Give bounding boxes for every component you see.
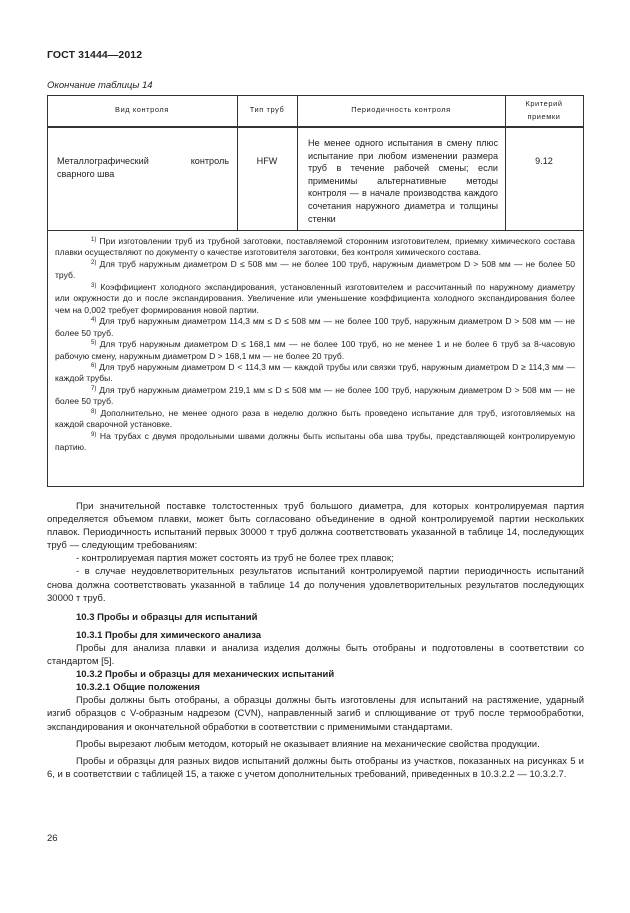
document-header: ГОСТ 31444—2012	[47, 49, 143, 61]
footnote: $^{4)}$ Для труб наружным диаметром 114,3 мм ≤ D ≤ 508 мм — не более 100 труб, наружным диаметром D > 508 мм — не более 50 труб.	[55, 316, 575, 338]
cell-kind: Металлографический контроль сварного шва	[57, 156, 229, 179]
footnote: $^{7)}$ Для труб наружным диаметром 219,1 мм ≤ D ≤ 508 мм — не более 100 труб, наружным диаметром D > 508 мм — не более 50 труб.	[55, 384, 576, 407]
cell-periodicity: Не менее одного испытания в смену плюс испытание при любом изменении размера труб в течение рабочей смены; если применимы альтернативные методы контроля — в начале производства каждого сочетания наружного диаметра и толщины стенки	[308, 138, 498, 224]
paragraph: Пробы вырезают любым методом, который не оказывает влияние на механические свойства продукции.	[76, 738, 540, 750]
column-header-kind: Вид контроля	[115, 105, 169, 114]
section-heading: 10.3 Пробы и образцы для испытаний	[76, 611, 258, 623]
table-top-border	[47, 95, 584, 96]
footnote: $^{9)}$ На трубах с двумя продольными швами должны быть испытаны оба шва трубы, представляющей контролируемую партию.	[55, 430, 575, 453]
paragraph: Пробы и образцы для разных видов испытаний должны быть отобраны из участков, показанных на рисунках 5 и 6, и в соответствии с таблицей 15, а также с учетом дополнительных требований, приведенных в 10.3.2.2 — 10.3.2.7.	[47, 755, 584, 780]
paragraph: При значительной поставке толстостенных труб большого диаметра, для которых контролируемая партия определяется объемом плавки, может быть согласовано объединение в одной контролируемой партии нескольких плавок. Периодичность испытаний первых 30000 т труб должна соответствовать указанной в таблице 14, последующих труб — следующим требованиям:	[47, 501, 584, 552]
paragraph: Пробы должны быть отобраны, а образцы должны быть изготовлены для испытаний на растяжение, ударный изгиб образцов с V-образным надрезом (CVN), направленный загиб и сплющивание от труб после термообработки, экспандирования и окончательной обработки в соответствии с применимыми стандартами.	[47, 695, 584, 733]
footnote: $^{5)}$ Для труб наружным диаметром D ≤ 168,1 мм — не более 100 труб, но не менее 1 и не более 6 труб за 8-часовую рабочую смену, наружным диаметром D > 168,1 мм — не более 20 труб.	[55, 339, 576, 361]
table-bottom-border	[47, 486, 584, 487]
section-heading: 10.3.2.1 Общие положения	[76, 682, 200, 694]
page-number: 26	[47, 833, 58, 844]
footnote: $^{3)}$ Коэффициент холодного экспандирования, установленный изготовителем и рассчитанный по наружному диаметру или окружности до и после экспандирования. Увеличение или уменьшение коэффициента холодного экспандирования более чем на 0,002 требует формирования новой партии.	[55, 281, 576, 315]
table-footnotes	[55, 236, 575, 454]
paragraph: Пробы для анализа плавки и анализа изделия должны быть отобраны и подготовлены в соответствии со стандартом [5].	[47, 642, 584, 668]
column-header-periodicity: Периодичность контроля	[351, 105, 451, 114]
main-text	[47, 500, 584, 781]
footnote: $^{6)}$ Для труб наружным диаметром D < 114,3 мм — каждой трубы или связки труб, наружным диаметром D ≥ 114,3 мм — каждой трубы.	[55, 361, 575, 384]
cell-criterion: 9.12	[535, 156, 553, 166]
list-item: - контролируемая партия может состоять из труб не более трех плавок;	[76, 553, 394, 565]
footnote: $^{8)}$ Дополнительно, не менее одного раза в неделю должно быть проведено испытание для труб, изготовляемых на каждой сварочной установке.	[55, 407, 575, 430]
column-header-criterion: Критерий приемки	[525, 99, 563, 121]
table-body-rule	[47, 230, 584, 231]
footnote: $^{1)}$ При изготовлении труб из трубной заготовки, поставляемой сторонним изготовителем, приемку химического состава плавки осуществляют по документу о качестве изготовителя заготовки, без контроля химического состава.	[55, 236, 575, 258]
footnote: $^{2)}$ Для труб наружным диаметром D ≤ 508 мм — не более 100 труб, наружным диаметром D > 508 мм — не более 50 труб.	[55, 258, 575, 281]
table-header-rule	[47, 126, 584, 128]
table-left-border	[47, 95, 48, 487]
table-14	[47, 95, 584, 487]
section-heading: 10.3.1 Пробы для химического анализа	[76, 629, 262, 641]
table-caption: Окончание таблицы 14	[47, 80, 153, 91]
list-item: - в случае неудовлетворительных результатов испытаний контролируемой партии периодичность испытаний снова должна соответствовать указанной в таблице 14 до получения удовлетворительных результатов последующих 30000 т труб.	[47, 566, 584, 604]
column-header-pipe-type: Тип труб	[249, 105, 285, 114]
section-heading: 10.3.2 Пробы и образцы для механических испытаний	[76, 669, 335, 681]
cell-pipe-type: HFW	[256, 156, 278, 166]
table-right-border	[583, 95, 584, 487]
